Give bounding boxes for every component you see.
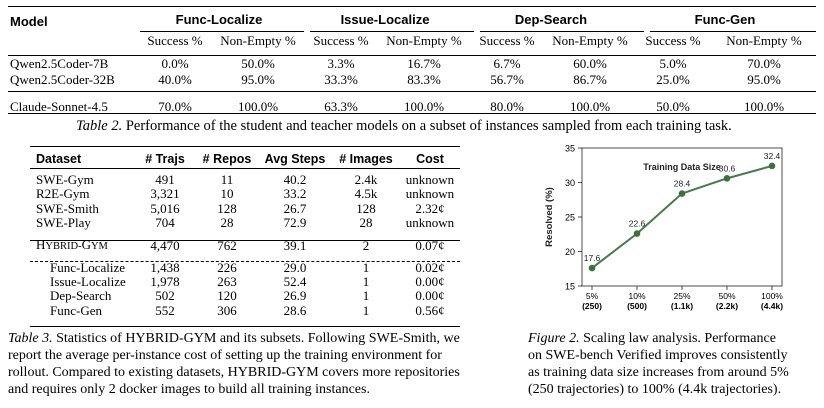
x-axis-label: Training Data Size — [643, 162, 721, 172]
table3-dataset-name: SWE-Gym — [36, 172, 94, 187]
x-tick-label: 25% — [673, 291, 691, 301]
table3-header: # Trajs — [145, 151, 185, 166]
table2-group-header-row — [8, 4, 816, 30]
data-point — [769, 163, 776, 170]
x-tick-sublabel: (500) — [627, 301, 647, 311]
table3-cell: 11 — [220, 172, 234, 187]
x-tick-sublabel: (4.4k) — [760, 301, 784, 311]
table2-cell: 95.0% — [241, 72, 275, 87]
table3-caption-line: and requires only 2 docker images to build all training instances. — [8, 382, 370, 397]
table3-cell: 502 — [155, 288, 175, 304]
table2-subheader: Non-Empty % — [726, 33, 802, 48]
table2-cell: 80.0% — [490, 99, 524, 114]
table3-cell: 10 — [220, 186, 234, 202]
table2-cell: 70.0% — [747, 56, 781, 71]
table3-cell: 0.02¢ — [415, 259, 445, 275]
table2-subheader: Success % — [645, 33, 701, 48]
table3-mid-rule — [30, 240, 460, 241]
table2-model-name: Claude-Sonnet-4.5 — [10, 99, 108, 114]
table2-cell: 40.0% — [158, 72, 192, 87]
table2-group-func-gen: Func-Gen — [694, 11, 756, 27]
table2-cell: 60.0% — [573, 56, 607, 71]
table2-cell: 100.0% — [743, 99, 785, 114]
table2-cell: 100.0% — [403, 99, 445, 114]
table2-bottom-rule — [8, 113, 816, 114]
table3-hybrid-rest: YBRID- — [45, 240, 82, 252]
table2-group-rule — [650, 31, 816, 32]
table2-model-name: Qwen2.5Coder-7B — [10, 56, 109, 71]
table3-cell: 2 — [362, 237, 370, 253]
table3-header: # Images — [339, 151, 393, 166]
table3-cell: 120 — [217, 288, 237, 304]
table2-cell: 25.0% — [656, 72, 690, 87]
table3-cell: 1 — [362, 259, 370, 275]
table3-dashed-rule — [30, 261, 460, 262]
table3-cell: 226 — [217, 259, 237, 275]
table-row — [8, 88, 816, 115]
table2-model-name: Qwen2.5Coder-32B — [10, 72, 115, 87]
table3-cell: 52.4 — [283, 273, 307, 289]
table3-top-rule — [30, 146, 460, 147]
table2-group-issue-localize: Issue-Localize — [340, 11, 430, 27]
table2-subheader: Non-Empty % — [552, 33, 628, 48]
table3-caption-label: Table 3. — [8, 331, 53, 346]
table2-cell: 100.0% — [237, 99, 279, 114]
x-tick-sublabel: (2.2k) — [715, 301, 739, 311]
figure2-caption-line: on SWE-bench Verified improves consistently — [528, 348, 788, 363]
table3-cell: 26.7 — [283, 200, 307, 216]
table2-caption-text: Performance of the student and teacher models on a subset of instances sampled from each training task. — [125, 118, 732, 134]
x-tick-sublabel: (1.1k) — [670, 301, 694, 311]
table3-subset-name: Func-Localize — [50, 259, 126, 275]
table2-group-rule — [310, 31, 474, 32]
table3-cell: 552 — [155, 302, 175, 318]
table3-cell: unknown — [405, 172, 455, 187]
data-label: 32.4 — [763, 150, 781, 161]
table3-header-row — [30, 148, 460, 169]
table3-cell: 29.0 — [283, 259, 307, 275]
table3-cell: 39.1 — [283, 237, 307, 253]
table-row — [30, 187, 460, 202]
data-label: 28.4 — [673, 178, 691, 189]
y-axis-label: Resolved (%) — [544, 187, 555, 247]
table3-hybrid-g: G — [81, 236, 91, 252]
table2-header-rule — [8, 55, 816, 56]
table-row — [30, 202, 460, 217]
table3-caption-line: rollout. Compared to existing datasets, HYBRID-GYM covers more repositories — [8, 365, 460, 380]
table3-caption — [8, 330, 508, 398]
x-tick-label: 50% — [718, 291, 736, 301]
data-point — [634, 230, 641, 237]
chart-svg — [530, 138, 820, 328]
y-tick-label: 35 — [564, 143, 575, 154]
table3-cell: 28.6 — [283, 302, 307, 318]
table2-cell: 16.7% — [407, 56, 441, 71]
table3-cell: 0.07¢ — [415, 237, 445, 253]
table-row — [30, 289, 460, 304]
table3-subset-name: Issue-Localize — [50, 273, 126, 289]
y-tick-label: 30 — [564, 178, 575, 188]
table3-cell: 0.00¢ — [415, 273, 445, 289]
table2-cell: 100.0% — [569, 99, 611, 114]
y-tick-label: 15 — [564, 281, 575, 292]
table2-caption-label: Table 2. — [76, 118, 123, 134]
table3-dataset-name: SWE-Play — [36, 215, 91, 231]
x-tick-label: 5% — [585, 291, 599, 301]
figure2-caption-line: (250 trajectories) to 100% (4.4k trajectories). — [528, 382, 782, 397]
table2-group-func-localize: Func-Localize — [175, 11, 263, 27]
table3-caption-line: report the average per-instance cost of setting up the training environment for — [8, 348, 442, 363]
table2-subheader: Success % — [147, 33, 203, 48]
x-tick-sublabel: (250) — [582, 301, 602, 311]
table2-cell: 0.0% — [161, 56, 189, 71]
table3-caption-line: Table 3. Statistics of HYBRID-GYM and its subsets. Following SWE-Smith, we — [8, 331, 460, 346]
table2-subheader-row — [8, 30, 816, 52]
x-tick-label: 100% — [761, 291, 783, 301]
figure2-caption-line: as training data size increases from around 5% — [528, 365, 789, 380]
table2-cell: 5.0% — [659, 56, 687, 71]
table3 — [30, 148, 460, 318]
table-row — [30, 231, 460, 254]
table3-cell: 1,438 — [150, 259, 180, 275]
data-label: 17.6 — [583, 253, 601, 264]
table3-cell: 26.9 — [283, 288, 307, 304]
table3-cell: 128 — [356, 200, 376, 216]
table-row — [30, 169, 460, 187]
table2-cell: 86.7% — [573, 72, 607, 87]
table3-header: Avg Steps — [264, 151, 326, 166]
table-row — [8, 72, 816, 88]
table3-header-rule — [30, 168, 460, 169]
table3-cell: 2.4k — [354, 172, 378, 187]
table3-cell: 263 — [217, 273, 237, 289]
table3-hybrid-gym-name — [30, 231, 134, 254]
table2-subheader: Non-Empty % — [220, 33, 296, 48]
table3-hybrid-h: H — [36, 236, 46, 252]
table3-cell: 0.56¢ — [415, 302, 445, 318]
data-point — [679, 190, 686, 197]
table3-cell: 491 — [155, 172, 175, 187]
y-tick-label: 25 — [564, 212, 575, 223]
table3-cell: 33.2 — [283, 186, 307, 202]
figure2-chart — [530, 138, 820, 328]
table2-group-rule — [480, 31, 644, 32]
table3-header: Cost — [416, 151, 444, 166]
table3-bottom-rule — [30, 326, 460, 327]
table3-cell: 0.00¢ — [415, 288, 445, 304]
table2-subheader: Non-Empty % — [386, 33, 462, 48]
table3-cell: unknown — [405, 186, 455, 202]
table3-cell: 704 — [155, 215, 175, 231]
table3-cell: unknown — [405, 215, 455, 231]
table2-group-dep-search: Dep-Search — [514, 11, 588, 27]
table2-subheader: Success % — [313, 33, 369, 48]
table2-teacher-rule — [8, 91, 816, 92]
table3-cell: 40.2 — [283, 172, 307, 187]
table3-cell: 306 — [217, 302, 237, 318]
data-point — [724, 175, 731, 182]
table2-cell: 83.3% — [407, 72, 441, 87]
table3-subset-name: Func-Gen — [50, 302, 102, 318]
table3-hybrid-ym: YM — [90, 240, 108, 252]
table3-cell: 4.5k — [354, 186, 378, 202]
table2-cell: 70.0% — [158, 99, 192, 114]
table-row — [30, 275, 460, 290]
table-row — [30, 216, 460, 231]
data-label: 30.6 — [718, 163, 736, 174]
table2-cell: 50.0% — [656, 99, 690, 114]
table2-cell: 63.3% — [324, 99, 358, 114]
table2-cell: 3.3% — [327, 56, 355, 71]
table3-dataset-name: SWE-Smith — [36, 200, 99, 216]
table3-cell: 28 — [220, 215, 234, 231]
table3-cell: 1 — [362, 302, 370, 318]
figure2-caption-label: Figure 2. — [528, 331, 580, 346]
table3-cell: 4,470 — [150, 237, 180, 253]
table3-cell: 1 — [362, 288, 370, 304]
table2-group-rule — [140, 31, 304, 32]
table3-header: Dataset — [36, 151, 82, 166]
table3-header: # Repos — [202, 151, 252, 166]
table3-dataset-name: R2E-Gym — [36, 186, 90, 202]
table2-cell: 50.0% — [241, 56, 275, 71]
table3-cell: 2.32¢ — [415, 200, 445, 216]
table2-cell: 56.7% — [490, 72, 524, 87]
table3-cell: 3,321 — [150, 186, 180, 202]
table2-cell: 95.0% — [747, 72, 781, 87]
figure2-caption-line: Figure 2. Scaling law analysis. Performance — [528, 331, 776, 346]
x-tick-label: 10% — [628, 291, 646, 301]
table3-cell: 1,978 — [150, 273, 180, 289]
table3-cell: 5,016 — [150, 200, 180, 216]
table2-subheader: Success % — [479, 33, 535, 48]
data-label: 22.6 — [628, 218, 646, 229]
table2-model-header: Model — [10, 13, 48, 29]
table-row — [30, 304, 460, 319]
table3-cell: 762 — [217, 237, 237, 253]
y-tick-label: 20 — [564, 247, 575, 257]
table2-cell: 33.3% — [324, 72, 358, 87]
figure2-caption — [528, 330, 818, 398]
table-row — [30, 254, 460, 275]
data-point — [589, 265, 596, 272]
table3-cell: 72.9 — [283, 215, 307, 231]
table2-caption — [76, 118, 816, 134]
table3-cell: 128 — [217, 200, 237, 216]
table2 — [8, 4, 816, 115]
table3-cell: 28 — [359, 215, 373, 231]
table3-cell: 1 — [362, 273, 370, 289]
table2-cell: 6.7% — [493, 56, 521, 71]
table3-subset-name: Dep-Search — [50, 288, 112, 304]
